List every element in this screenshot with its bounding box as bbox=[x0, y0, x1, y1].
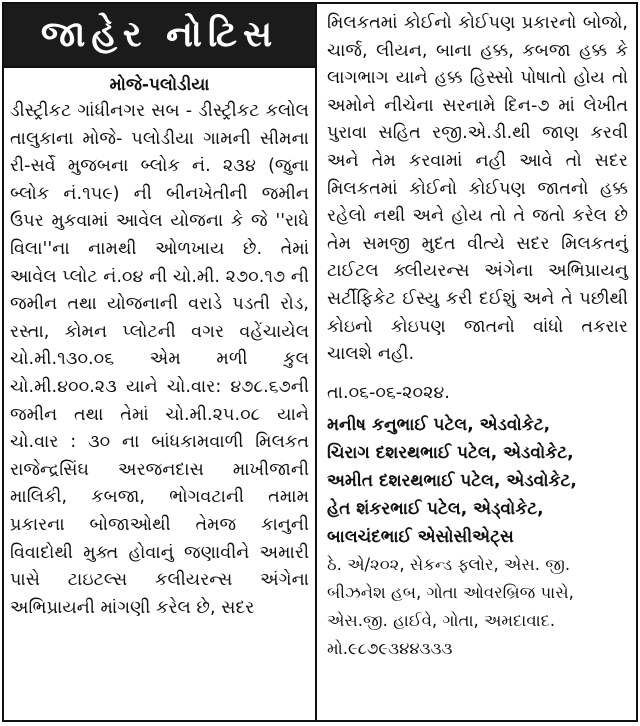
address-line: બીઝનેશ હબ, ગોતા ઓવરબ્રિજ પાસે, bbox=[327, 582, 574, 602]
mobile-number: મો.૯૮૭૯૩૪૪૩૩૩ bbox=[327, 638, 453, 658]
advocate-name: હેત શંકરભાઈ પટેલ, એડ્વોકેટ, bbox=[327, 498, 544, 519]
village-heading: મોજે-પલોડીયા bbox=[109, 75, 210, 95]
right-column bbox=[317, 4, 636, 720]
left-column bbox=[4, 4, 317, 720]
right-body bbox=[327, 10, 628, 369]
notice-date: તા.૦૬-૦૬-૨૦૨૪. bbox=[327, 382, 450, 403]
firm-name: બાલચંદભાઈ એસોસીએટ્સ bbox=[327, 526, 514, 547]
advocate-name: અમીત દશરથભાઈ પટેલ, એડવોકેટ, bbox=[327, 470, 577, 491]
advocate-name: ચિરાગ દશરથભાઈ પટેલ, એડવોકેટ, bbox=[327, 442, 574, 463]
left-body bbox=[4, 98, 315, 622]
notice-body-part-1: ડીસ્ટ્રીકટ ગાંધીનગર સબ - ડીસ્ટ્રીકટ કલોલ તાલુકાના મોજે- પલોડીયા ગામની સીમના રી-સર્વે મુજબના બ્લોક નં. ૨૩૪ (જુના બ્લોક નં.૧૫૯) ની બીનખેતીની જમીન ઉપર મુકવામાં આવેલ યોજના કે જે ''રાધે વિલા''ના નામથી ઓળખાય છે. તેમાં આવેલ પ્લોટ નં.૦૪ ની ચો.મી. ૨૭૦.૧૭ ની જમીન તથા યોજનાની વરાડે પડતી રોડ, રસ્તા, કોમન પ્લોટની વગર વહેંચાયેલ ચો.મી.૧૩૦.૦૬ એમ મળી કુલ ચો.મી.૪૦૦.૨૩ યાને ચો.વાર: ૪૭૮.૬૭ની જમીન તથા તેમાં ચો.મી.૨૫.૦૮ યાને ચો.વાર : ૩૦ ના બાંધકામવાળી મિલકત રાજેન્દ્રસિંઘ અરજનદાસ માખીજાની માલિકી, કબજા, ભોગવટાની તમામ પ્રકારના બોજાઓથી તેમજ કાનુની વિવાદોથી મુક્ત હોવાનું જણાવીને અમારી પાસે ટાઇટલ્સ કલીયરન્સ અંગેના અભિપ્રાયની માંગણી કરેલ છે, સદર bbox=[10, 101, 309, 618]
address-line: એસ.જી. હાઈવે, ગોતા, અમદાવાદ. bbox=[327, 610, 556, 630]
notice-title: જાહેર નોટિસ bbox=[4, 4, 315, 68]
public-notice bbox=[2, 2, 638, 722]
advocate-list bbox=[327, 411, 628, 551]
address-line: ઠે. એ/૨૦૨, સેકન્ડ ફ્લોર, એસ. જી. bbox=[327, 554, 571, 574]
office-address bbox=[327, 551, 628, 663]
notice-body-part-2: મિલકતમાં કોઈનો કોઈપણ પ્રકારનો બોજો, ચાર્જ, લીયન, બાના હક્ક, કબજા હક્ક કે લાગભાગ યાને હક્ક હિસ્સો પોષાતો હોય તો અમોને નીચેના સરનામે દિન-૭ માં લેખીત પુરાવા સહિત રજી.એ.ડી.થી જાણ કરવી અને તેમ કરવામાં નહી આવે તો સદર મિલકતમાં કોઈનો કોઈપણ જાતનો હક્ક રહેલો નથી અને હોય તો તે જતો કરેલ છે તેમ સમજી મુદત વીત્યે સદર મિલકતનું ટાઈટલ ક્લીયરન્સ અંગેના અભિપ્રાયનુ સર્ટીફિકેટ ઈસ્યુ કરી દઈશું અને તે પછીથી કોઇનો કોઇપણ જાતનો વાંધો તકરાર ચાલશે નહી. bbox=[327, 13, 628, 365]
advocate-name: મનીષ કનુભાઈ પટેલ, એડવોકેટ, bbox=[327, 414, 551, 435]
